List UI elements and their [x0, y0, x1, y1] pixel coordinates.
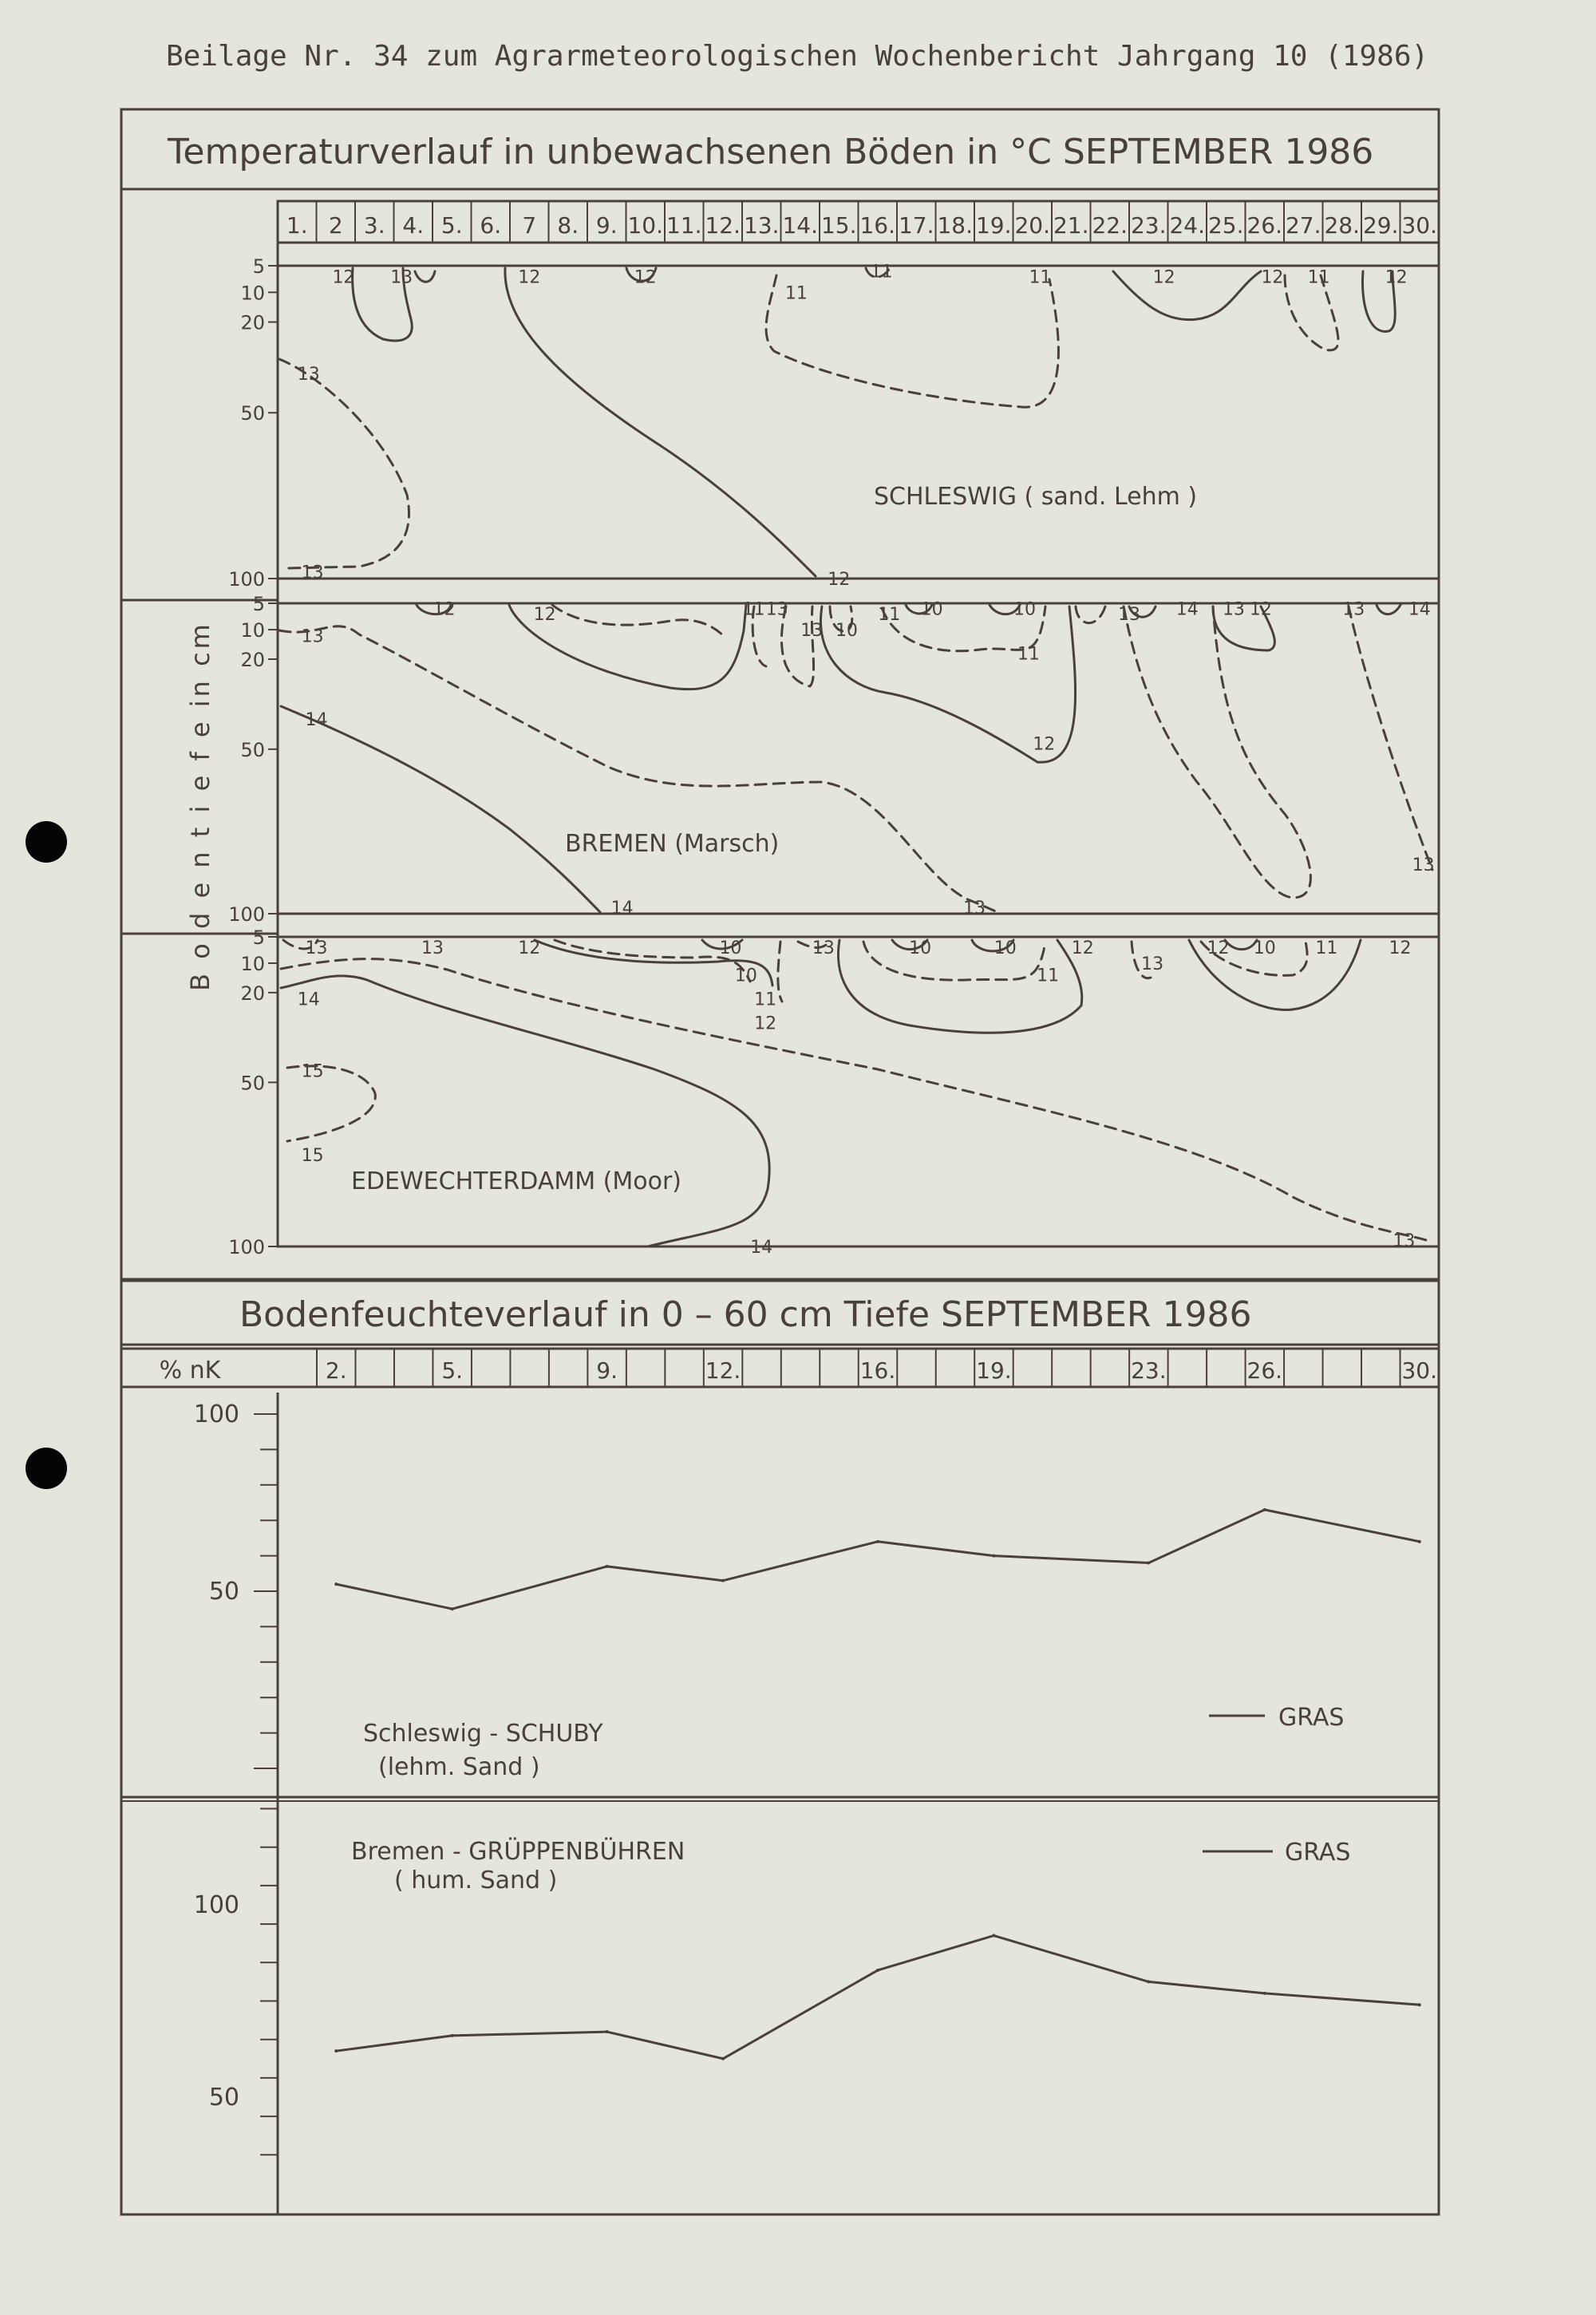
moisture-data-point [992, 1934, 995, 1938]
moisture-day-label: 12. [705, 1357, 741, 1384]
contour-value-label: 12 [433, 599, 456, 620]
isotherm-12-deep-schleswig [505, 268, 816, 576]
day-label: 9. [595, 212, 618, 239]
isotherm-15-edewechterdamm [287, 1066, 375, 1141]
moisture-data-point [1147, 1561, 1150, 1564]
moisture-data-point [334, 1582, 338, 1586]
moisture-section-frame [121, 1279, 1439, 2214]
day-label: 21. [1053, 212, 1089, 239]
contour-value-label: 10 [909, 938, 932, 959]
contour-value-label: 13 [421, 938, 444, 959]
day-label: 28. [1324, 212, 1361, 239]
contour-value-label: 12 [754, 1013, 777, 1034]
moisture-day-label: 5. [441, 1357, 464, 1384]
day-label: 2 [328, 212, 343, 239]
moisture-station-subtitle-schuby: (lehm. Sand ) [378, 1753, 540, 1781]
contour-value-label: 12 [634, 267, 657, 288]
isotherm-12c-schleswig [1113, 271, 1261, 320]
contour-value-label: 12 [518, 938, 541, 959]
moisture-data-point [1263, 1992, 1266, 1995]
moisture-station-subtitle-grueppenbuehren: ( hum. Sand ) [394, 1867, 558, 1894]
moisture-data-point [1147, 1980, 1150, 1983]
contour-value-label: 13 [390, 267, 413, 288]
moisture-day-label: 16. [859, 1357, 896, 1384]
contour-value-label: 10 [920, 599, 943, 620]
contour-value-label: 12 [332, 267, 355, 288]
contour-value-label: 12 [1071, 938, 1094, 959]
day-label: 17. [898, 212, 934, 239]
day-label: 6. [480, 212, 502, 239]
y-tick-label-50: 50 [208, 1578, 239, 1606]
depth-tick-label: 10 [240, 952, 265, 975]
contour-value-label: 10 [835, 621, 858, 642]
contour-value-label: 10 [994, 938, 1017, 959]
depth-axis-label: B o d e n t i e f e in cm [185, 621, 215, 991]
day-label: 16. [859, 212, 896, 239]
day-label: 18. [937, 212, 974, 239]
contour-value-label: 11 [742, 599, 765, 620]
day-label: 8. [557, 212, 579, 239]
depth-tick-label: 50 [240, 402, 265, 425]
day-label: 24. [1169, 212, 1206, 239]
contour-value-label: 13 [1118, 605, 1140, 626]
contour-value-label: 11 [754, 990, 777, 1010]
day-label: 26. [1246, 212, 1283, 239]
moisture-day-label: 2. [325, 1357, 347, 1384]
day-label: 7 [522, 212, 537, 239]
contour-value-label: 13 [1412, 855, 1435, 876]
moisture-data-point [451, 1607, 454, 1610]
depth-tick-label: 5 [252, 926, 265, 949]
contour-value-label: 14 [297, 990, 320, 1010]
moisture-data-point [876, 1540, 879, 1543]
contour-value-label: 12 [1261, 267, 1284, 288]
temperature-title: Temperaturverlauf in unbewachsenen Böden in °C SEPTEMBER 1986 [168, 132, 1374, 172]
moisture-series-line [336, 1936, 1420, 2059]
moisture-day-label: 26. [1246, 1357, 1283, 1384]
isotherm-14b-bremen [1377, 605, 1400, 614]
day-label: 27. [1285, 212, 1321, 239]
y-tick-label-100: 100 [193, 1400, 239, 1428]
isotherm-14-edewechterdamm [281, 976, 769, 1246]
station-panel [278, 937, 1439, 1246]
depth-tick-label: 10 [240, 619, 265, 642]
day-label: 10. [627, 212, 664, 239]
depth-tick-label: 10 [240, 282, 265, 305]
day-label: 11. [666, 212, 702, 239]
contour-value-label: 13 [301, 563, 324, 583]
moisture-data-point [721, 2057, 725, 2060]
depth-tick-label: 100 [228, 903, 265, 926]
moisture-title: Bodenfeuchteverlauf in 0 – 60 cm Tiefe SEPTEMBER 1986 [239, 1294, 1252, 1335]
contour-value-label: 14 [610, 898, 634, 918]
contour-value-label: 10 [1253, 938, 1276, 959]
day-label: 3. [363, 212, 385, 239]
moisture-series-line [336, 1510, 1420, 1609]
contour-value-label: 12 [1152, 267, 1175, 288]
moisture-data-point [334, 2049, 338, 2052]
isotherm-13-deep-schleswig [279, 359, 409, 568]
depth-tick-label: 50 [240, 738, 265, 761]
contour-value-label: 13 [1393, 1231, 1416, 1251]
contour-value-label: 11 [870, 262, 893, 282]
contour-value-label: 13 [1342, 599, 1365, 620]
moisture-day-label: 19. [976, 1357, 1012, 1384]
contour-value-label: 13 [1141, 954, 1164, 974]
legend-label-schuby: GRAS [1278, 1704, 1345, 1732]
moisture-data-point [606, 2030, 609, 2033]
day-label: 29. [1362, 212, 1399, 239]
day-label: 13. [743, 212, 780, 239]
day-label: 15. [820, 212, 857, 239]
contour-value-label: 13 [1222, 599, 1245, 620]
contour-value-label: 11 [1037, 966, 1060, 986]
depth-tick-label: 50 [240, 1072, 265, 1095]
moisture-day-label: 23. [1131, 1357, 1167, 1384]
isotherm-13e-bremen [1349, 606, 1432, 870]
header-text: Beilage Nr. 34 zum Agrarmeteorologischen Wochenbericht Jahrgang 10 (1986) [166, 40, 1429, 73]
depth-tick-label: 100 [228, 568, 265, 591]
isotherm-13c-bremen [1076, 606, 1105, 623]
moisture-data-point [1418, 2003, 1421, 2006]
contour-value-label: 12 [1385, 267, 1408, 288]
depth-tick-label: 5 [252, 593, 265, 615]
station-name-schleswig: SCHLESWIG ( sand. Lehm ) [874, 483, 1198, 511]
punch-hole-bottom [26, 1448, 67, 1489]
day-label: 19. [975, 212, 1012, 239]
contour-value-label: 12 [518, 267, 541, 288]
contour-value-label: 13 [305, 938, 328, 959]
contour-value-label: 13 [800, 621, 824, 642]
contour-value-label: 13 [963, 898, 986, 918]
depth-tick-label: 100 [228, 1236, 265, 1258]
day-label: 4. [402, 212, 425, 239]
day-label: 1. [286, 212, 308, 239]
station-name-bremen: BREMEN (Marsch) [565, 830, 780, 858]
day-label: 22. [1092, 212, 1128, 239]
punch-hole-top [26, 821, 67, 863]
contour-value-label: 10 [719, 938, 742, 959]
isotherm-11b-edewechterdamm [863, 942, 1045, 980]
legend-label-grueppenbuehren: GRAS [1285, 1839, 1351, 1867]
isotherm-13d-bremen [1124, 606, 1310, 898]
isotherm-13b-edewechterdamm [778, 942, 782, 1001]
depth-tick-label: 5 [252, 255, 265, 278]
contour-value-label: 11 [1017, 644, 1040, 665]
day-label: 23. [1130, 212, 1167, 239]
moisture-data-point [876, 1969, 879, 1972]
isotherm-12-schleswig [353, 268, 413, 341]
contour-value-label: 12 [1389, 938, 1412, 959]
contour-value-label: 15 [301, 1145, 324, 1166]
y-tick-label-50: 50 [208, 2084, 239, 2112]
station-panel [278, 266, 1439, 579]
station-name-edewechterdamm: EDEWECHTERDAMM (Moor) [351, 1167, 681, 1195]
contour-value-label: 12 [1207, 938, 1230, 959]
depth-tick-label: 20 [240, 649, 265, 672]
contour-value-label: 13 [297, 364, 320, 385]
moisture-data-point [1263, 1508, 1266, 1511]
contour-value-label: 13 [765, 599, 788, 620]
moisture-data-point [606, 1565, 609, 1568]
contour-value-label: 14 [1175, 599, 1199, 620]
isotherm-11-schleswig [766, 275, 1058, 407]
contour-value-label: 12 [533, 605, 556, 626]
isotherm-13-deep-bremen [279, 626, 998, 912]
contour-value-label: 11 [784, 283, 808, 304]
isotherm-11-bremen [552, 605, 726, 638]
moisture-data-point [451, 2034, 454, 2037]
contour-value-label: 14 [305, 710, 328, 731]
moisture-station-title-grueppenbuehren: Bremen - GRÜPPENBÜHREN [351, 1838, 685, 1866]
isotherm-13-deep-edewechterdamm [281, 959, 1428, 1241]
contour-value-label: 13 [301, 626, 324, 647]
contour-value-label: 14 [750, 1238, 773, 1258]
day-label: 30. [1401, 212, 1438, 239]
contour-value-label: 11 [1029, 267, 1052, 288]
moisture-unit-label: % nK [159, 1357, 221, 1385]
y-tick-label-100: 100 [193, 1891, 239, 1919]
isotherm-13-schleswig [415, 271, 435, 282]
contour-value-label: 12 [1249, 599, 1272, 620]
contour-value-label: 14 [1408, 599, 1431, 620]
isotherm-12b-edewechterdamm [838, 940, 1081, 1033]
contour-value-label: 10 [734, 966, 757, 986]
contour-value-label: 11 [1307, 267, 1330, 288]
contour-value-label: 11 [1315, 938, 1338, 959]
temperature-section-frame [121, 109, 1439, 1281]
isotherm-10d-edewechterdamm [1225, 940, 1257, 950]
day-label: 25. [1207, 212, 1244, 239]
contour-value-label: 10 [1013, 599, 1037, 620]
moisture-day-header-row [121, 1349, 1439, 1387]
moisture-station-title-schuby: Schleswig - SCHUBY [363, 1720, 603, 1748]
moisture-data-point [721, 1579, 725, 1582]
moisture-data-point [992, 1555, 995, 1558]
day-label: 20. [1014, 212, 1051, 239]
contour-value-label: 12 [1033, 734, 1056, 755]
contour-value-label: 15 [301, 1061, 324, 1082]
depth-tick-label: 20 [240, 311, 265, 334]
contour-value-label: 11 [878, 605, 901, 626]
moisture-data-point [1418, 1540, 1421, 1543]
day-label: 14. [782, 212, 819, 239]
depth-tick-label: 20 [240, 982, 265, 1005]
day-label: 12. [705, 212, 741, 239]
contour-value-label: 13 [812, 938, 835, 959]
moisture-day-label: 30. [1401, 1357, 1438, 1384]
contour-value-label: 12 [828, 570, 851, 590]
moisture-day-label: 9. [596, 1357, 618, 1384]
day-label: 5. [440, 212, 463, 239]
